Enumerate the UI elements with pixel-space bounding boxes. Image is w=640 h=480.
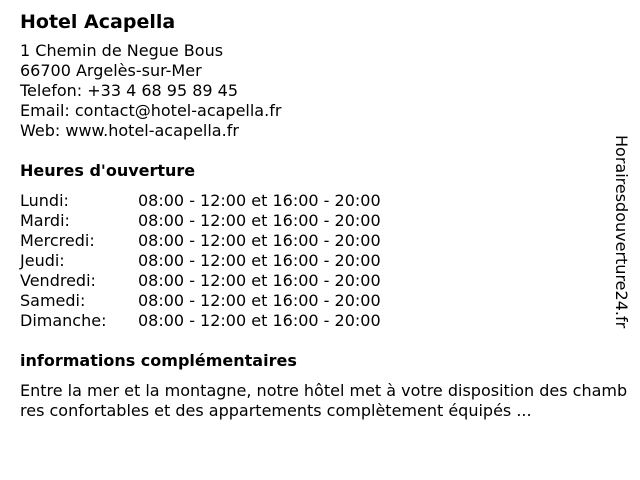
additional-info-text: Entre la mer et la montagne, notre hôtel met à votre disposition des chambres confortables et des appartements complètement équipés ... bbox=[20, 381, 628, 420]
time-range: 08:00 - 12:00 et 16:00 - 20:00 bbox=[138, 291, 381, 310]
hours-row-tuesday bbox=[20, 211, 625, 231]
time-range: 08:00 - 12:00 et 16:00 - 20:00 bbox=[138, 311, 381, 330]
time-range: 08:00 - 12:00 et 16:00 - 20:00 bbox=[138, 211, 381, 230]
time-range: 08:00 - 12:00 et 16:00 - 20:00 bbox=[138, 271, 381, 290]
address-line-2: 66700 Argelès-sur-Mer bbox=[20, 61, 202, 80]
time-range: 08:00 - 12:00 et 16:00 - 20:00 bbox=[138, 231, 381, 250]
phone-line[interactable]: Telefon: +33 4 68 95 89 45 bbox=[20, 81, 239, 100]
day-label: Samedi: bbox=[20, 291, 86, 310]
hours-row-wednesday bbox=[20, 231, 625, 251]
day-label: Lundi: bbox=[20, 191, 69, 210]
day-label: Vendredi: bbox=[20, 271, 96, 290]
address-line-1: 1 Chemin de Negue Bous bbox=[20, 41, 224, 60]
additional-info-heading: informations complémentaires bbox=[20, 351, 297, 370]
time-range: 08:00 - 12:00 et 16:00 - 20:00 bbox=[138, 191, 381, 210]
day-label: Mercredi: bbox=[20, 231, 95, 250]
hours-row-friday bbox=[20, 271, 625, 291]
opening-hours-heading: Heures d'ouverture bbox=[20, 161, 196, 180]
hours-row-monday bbox=[20, 191, 625, 211]
hours-row-sunday bbox=[20, 311, 625, 331]
web-line[interactable]: Web: www.hotel-acapella.fr bbox=[20, 121, 239, 140]
hours-row-thursday bbox=[20, 251, 625, 271]
hotel-name: Hotel Acapella bbox=[20, 11, 176, 33]
email-line[interactable]: Email: contact@hotel-acapella.fr bbox=[20, 101, 282, 120]
site-watermark: Horairesdouverture24.fr bbox=[612, 135, 631, 329]
hotel-info-card bbox=[20, 9, 628, 421]
day-label: Dimanche: bbox=[20, 311, 107, 330]
opening-hours-table bbox=[20, 191, 625, 331]
hours-row-saturday bbox=[20, 291, 625, 311]
time-range: 08:00 - 12:00 et 16:00 - 20:00 bbox=[138, 251, 381, 270]
day-label: Jeudi: bbox=[20, 251, 65, 270]
day-label: Mardi: bbox=[20, 211, 70, 230]
